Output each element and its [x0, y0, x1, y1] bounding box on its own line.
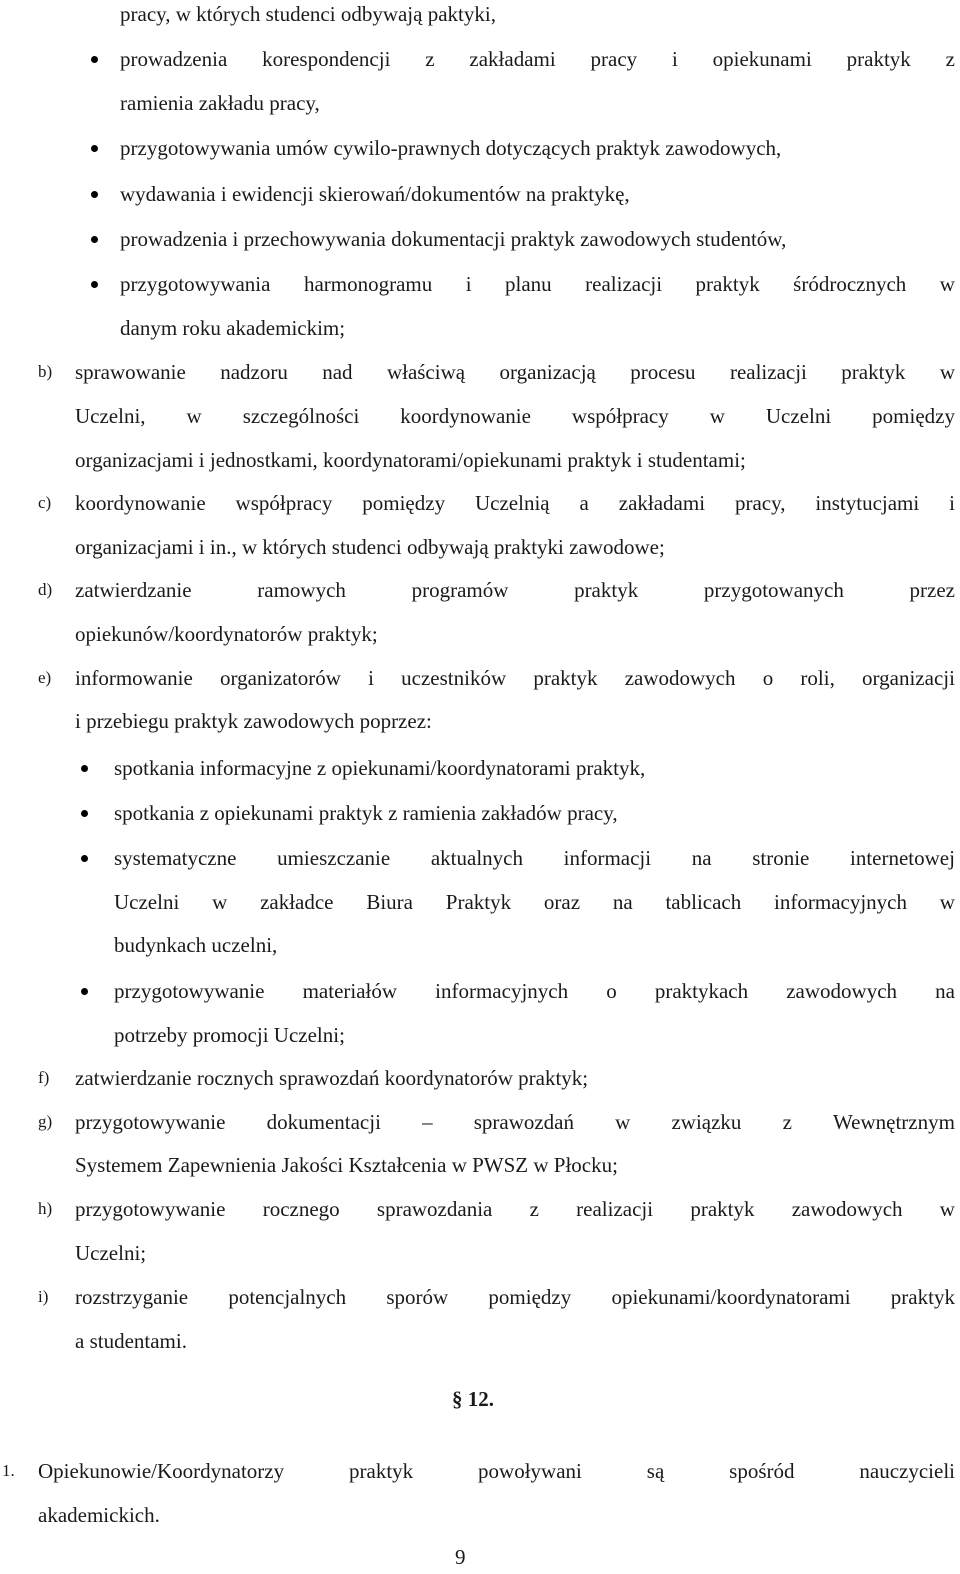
word: zatwierdzanie — [75, 578, 192, 602]
section-heading: § 12. — [452, 1387, 494, 1411]
word: organizacją — [499, 360, 596, 384]
bullet-icon — [91, 281, 98, 288]
paragraph-line — [38, 1459, 955, 1483]
word: sprawozdania — [376, 1197, 493, 1221]
word: tablicach — [665, 890, 742, 914]
word: w — [939, 360, 955, 384]
list-item-line: opiekunów/koordynatorów praktyk; — [75, 622, 378, 646]
bullet-icon — [81, 988, 88, 995]
word: zawodowych — [791, 1197, 903, 1221]
list-item-line — [75, 1197, 955, 1221]
word: Uczelni — [765, 404, 832, 428]
word: informowanie — [75, 666, 193, 690]
word: opiekunami — [712, 47, 812, 71]
word: nauczycieli — [859, 1459, 955, 1483]
word: sporów — [386, 1285, 449, 1309]
word: przygotowywanie — [75, 1110, 226, 1134]
word: organizatorów — [220, 666, 341, 690]
word: i — [465, 272, 472, 296]
list-item-continuation: pracy, w których studenci odbywają paktyki, — [120, 2, 496, 26]
paragraph-number: 1. — [2, 1461, 15, 1480]
word: praktyk — [574, 578, 639, 602]
word: z — [945, 47, 955, 71]
list-item-line: ramienia zakładu pracy, — [120, 91, 320, 115]
word: umieszczanie — [277, 846, 391, 870]
word: w — [186, 404, 202, 428]
word: z — [782, 1110, 792, 1134]
word: pomiędzy — [362, 491, 446, 515]
word: Uczelni, — [75, 404, 146, 428]
list-item-line — [75, 578, 955, 602]
word: uczestników — [401, 666, 507, 690]
word: Uczelni — [114, 890, 180, 914]
word: nad — [322, 360, 353, 384]
word: w — [939, 890, 955, 914]
list-label: c) — [38, 493, 52, 512]
list-item-line: a studentami. — [75, 1329, 187, 1353]
word: i — [368, 666, 374, 690]
word: ramowych — [257, 578, 346, 602]
word: koordynowanie — [400, 404, 531, 428]
word: praktyk — [846, 47, 911, 71]
list-item-line: organizacjami i in., w których studenci odbywają praktyki zawodowe; — [75, 535, 665, 559]
word: harmonogramu — [303, 272, 433, 296]
word: Uczelnią — [474, 491, 550, 515]
word: Opiekunowie/Koordynatorzy — [38, 1459, 285, 1483]
word: realizacji — [585, 272, 663, 296]
word: są — [646, 1459, 665, 1483]
word: systematyczne — [114, 846, 237, 870]
word: sprawozdań — [473, 1110, 574, 1134]
word: zakładce — [260, 890, 334, 914]
word: opiekunami/koordynatorami — [611, 1285, 851, 1309]
word: zakładami — [469, 47, 556, 71]
word: przygotowywania — [120, 272, 271, 296]
word: w — [939, 1197, 955, 1221]
list-item-line: danym roku akademickim; — [120, 316, 346, 340]
word: z — [529, 1197, 539, 1221]
word: i — [671, 47, 678, 71]
word: współpracy — [235, 491, 333, 515]
list-item-line — [75, 491, 955, 515]
word: pomiędzy — [872, 404, 955, 428]
word: pracy — [590, 47, 638, 71]
list-label: f) — [38, 1068, 50, 1087]
word: w — [939, 272, 955, 296]
word: dokumentacji — [266, 1110, 381, 1134]
word: praktykach — [654, 979, 749, 1003]
bullet-icon — [81, 810, 88, 817]
word: pomiędzy — [488, 1285, 572, 1309]
word: oraz — [543, 890, 581, 914]
list-label: d) — [38, 580, 53, 599]
list-item-line — [75, 360, 955, 384]
word: praktyk — [841, 360, 906, 384]
word: w — [615, 1110, 631, 1134]
bullet-icon — [91, 145, 98, 152]
word: przez — [909, 578, 955, 602]
word: praktyk — [690, 1197, 755, 1221]
word: informacji — [563, 846, 652, 870]
word: i — [949, 491, 955, 515]
bullet-icon — [91, 191, 98, 198]
list-item-line: potrzeby promocji Uczelni; — [114, 1023, 345, 1047]
list-item-line: zatwierdzanie rocznych sprawozdań koordynatorów praktyk; — [75, 1066, 589, 1090]
word: realizacji — [729, 360, 807, 384]
list-label: e) — [38, 668, 52, 687]
word: praktyk — [533, 666, 598, 690]
word: aktualnych — [430, 846, 523, 870]
word: praktyk — [890, 1285, 955, 1309]
word: Wewnętrznym — [833, 1110, 955, 1134]
word: procesu — [630, 360, 696, 384]
word: organizacji — [862, 666, 955, 690]
word: praktyk — [695, 272, 760, 296]
word: rozstrzyganie — [75, 1285, 189, 1309]
word: – — [422, 1110, 433, 1134]
word: realizacji — [576, 1197, 654, 1221]
word: informacyjnych — [774, 890, 907, 914]
word: spośród — [729, 1459, 795, 1483]
word: śródrocznych — [793, 272, 907, 296]
word: nadzoru — [220, 360, 288, 384]
word: rocznego — [262, 1197, 340, 1221]
list-item-line — [114, 979, 955, 1003]
word: pracy, — [734, 491, 786, 515]
list-label: b) — [38, 362, 53, 381]
bullet-icon — [91, 56, 98, 63]
list-item-line: Uczelni; — [75, 1241, 147, 1265]
word: sprawowanie — [75, 360, 186, 384]
word: w — [709, 404, 725, 428]
word: powoływani — [478, 1459, 582, 1483]
list-item-line: przygotowywania umów cywilo-prawnych dotyczących praktyk zawodowych, — [120, 136, 782, 160]
list-item-line — [120, 47, 955, 71]
list-item-line: Systemem Zapewnienia Jakości Kształcenia w PWSZ w Płocku; — [75, 1153, 618, 1177]
word: o — [762, 666, 774, 690]
list-item-line: prowadzenia i przechowywania dokumentacji praktyk zawodowych studentów, — [120, 227, 787, 251]
word: właściwą — [386, 360, 466, 384]
word: informacyjnych — [435, 979, 569, 1003]
list-item-line — [75, 666, 955, 690]
list-label: i) — [38, 1287, 49, 1306]
word: przygotowanych — [703, 578, 844, 602]
word: zawodowych — [786, 979, 898, 1003]
list-label: g) — [38, 1112, 53, 1131]
bullet-icon — [81, 855, 88, 862]
list-item-line: organizacjami i jednostkami, koordynatorami/opiekunami praktyk i studentami; — [75, 448, 746, 472]
list-label: h) — [38, 1199, 53, 1218]
word: z — [425, 47, 435, 71]
word: na — [935, 979, 955, 1003]
word: potencjalnych — [228, 1285, 347, 1309]
word: koordynowanie — [75, 491, 206, 515]
word: a — [579, 491, 589, 515]
bullet-icon — [81, 765, 88, 772]
list-item-line — [75, 1110, 955, 1134]
list-item-line: wydawania i ewidencji skierowań/dokumentów na praktykę, — [120, 182, 630, 206]
word: prowadzenia — [120, 47, 228, 71]
word: korespondencji — [262, 47, 391, 71]
list-item-line — [114, 890, 955, 914]
word: szczególności — [242, 404, 360, 428]
word: programów — [411, 578, 509, 602]
word: internetowej — [850, 846, 955, 870]
word: roli, — [800, 666, 835, 690]
word: zakładami — [618, 491, 706, 515]
word: stronie — [752, 846, 810, 870]
list-item-line — [75, 404, 955, 428]
list-item-line — [114, 846, 955, 870]
word: planu — [505, 272, 552, 296]
word: instytucjami — [815, 491, 920, 515]
word: zawodowych — [624, 666, 736, 690]
paragraph-line: akademickich. — [38, 1503, 160, 1527]
list-item-line: spotkania z opiekunami praktyk z ramienia zakładów pracy, — [114, 801, 618, 825]
list-item-line: spotkania informacyjne z opiekunami/koordynatorami praktyk, — [114, 756, 646, 780]
word: związku — [671, 1110, 742, 1134]
word: o — [606, 979, 617, 1003]
page-number: 9 — [455, 1545, 466, 1569]
bullet-icon — [91, 236, 98, 243]
word: na — [691, 846, 712, 870]
word: w — [212, 890, 228, 914]
word: praktyk — [349, 1459, 414, 1483]
word: Biura — [366, 890, 413, 914]
list-item-line: budynkach uczelni, — [114, 933, 278, 957]
list-item-line: i przebiegu praktyk zawodowych poprzez: — [75, 709, 432, 733]
word: przygotowywanie — [114, 979, 265, 1003]
list-item-line — [75, 1285, 955, 1309]
word: przygotowywanie — [75, 1197, 226, 1221]
word: materiałów — [302, 979, 398, 1003]
word: na — [612, 890, 633, 914]
word: współpracy — [571, 404, 669, 428]
word: Praktyk — [445, 890, 512, 914]
list-item-line — [120, 272, 955, 296]
